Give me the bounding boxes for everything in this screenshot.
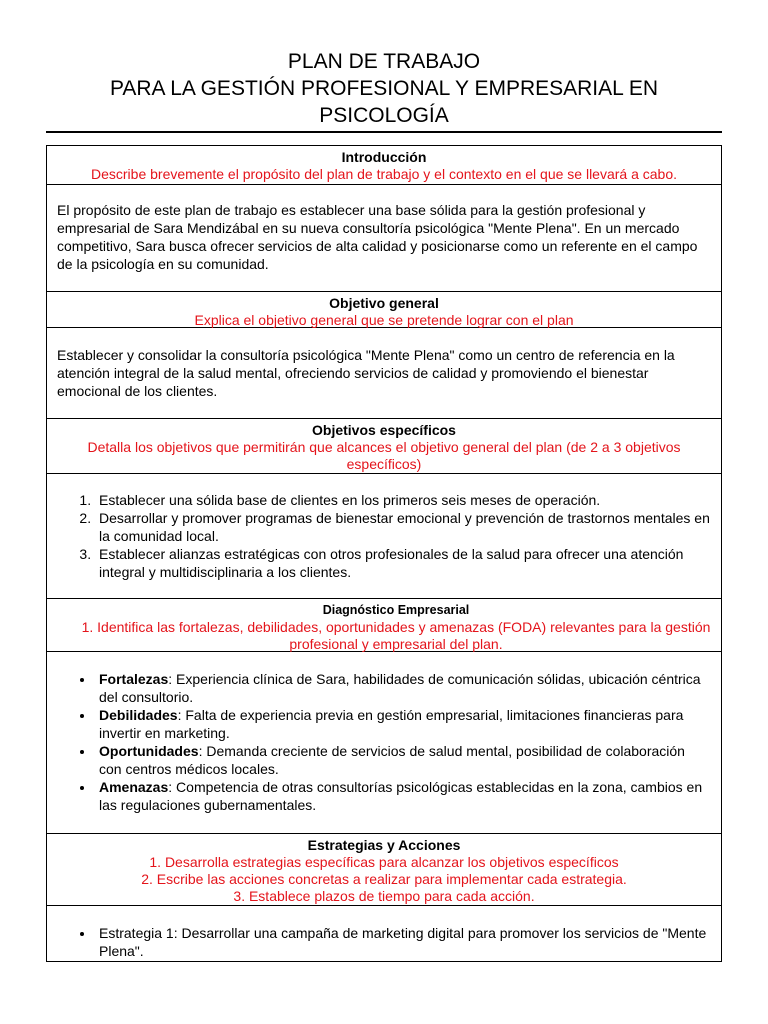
intro-text: El propósito de este plan de trabajo es establecer una base sólida para la gestión profesional y empresarial de Sara Mendizábal en su nueva consultoría psicológica "Mente Plena". En un mercado competitivo, Sara busca ofrecer servicios de alta calidad y posicionarse como un referente en el campo de la psicología en su comunidad. — [57, 202, 698, 272]
strategies-list — [57, 924, 711, 960]
specific-objectives-list — [57, 491, 711, 581]
strategies-body — [47, 906, 721, 961]
intro-instruction: Describe brevemente el propósito del plan de trabajo y el contexto en el que se llevará a cabo. — [90, 166, 678, 182]
specific-title: Objetivos específicos — [312, 422, 456, 438]
list-item: 3. Establecer alianzas estratégicas con otros profesionales de la salud para ofrecer una atención integral y multidisciplinaria a los clientes. — [95, 545, 711, 581]
list-item: 2. Desarrollar y promover programas de bienestar emocional y prevención de trastornos mentales en la comunidad local. — [95, 509, 711, 545]
intro-title: Introducción — [341, 149, 427, 165]
diagnosis-header — [47, 599, 721, 652]
specific-header — [47, 419, 721, 474]
specific-instruction: Detalla los objetivos que permitirán que alcances el objetivo general del plan (de 2 a 3 objetivos específicos) — [87, 439, 681, 472]
intro-header — [47, 146, 721, 185]
diagnosis-instruction-row — [77, 619, 715, 653]
general-text: Establecer y consolidar la consultoría psicológica "Mente Plena" como un centro de referencia en la atención integral de la salud mental, ofreciendo servicios de calidad y promoviendo el bienestar emocional de los clientes. — [57, 347, 675, 399]
title-line-2: PARA LA GESTIÓN PROFESIONAL Y EMPRESARIAL EN — [109, 77, 659, 100]
list-item: 2. Escribe las acciones concretas a realizar para implementar cada estrategia. — [141, 871, 627, 887]
foda-list — [57, 670, 711, 814]
diagnosis-title: Diagnóstico Empresarial — [322, 603, 470, 617]
general-body — [47, 328, 721, 419]
plan-table — [46, 145, 722, 962]
page-title — [0, 48, 768, 129]
intro-body — [47, 185, 721, 292]
list-item: 1. Desarrolla estrategias específicas para alcanzar los objetivos específicos — [149, 854, 619, 870]
diagnosis-body — [47, 652, 721, 834]
title-line-1: PLAN DE TRABAJO — [287, 50, 481, 73]
list-item: 3. Establece plazos de tiempo para cada acción. — [233, 888, 535, 904]
list-item: • Amenazas: Competencia de otras consultorías psicológicas establecidas en la zona, cambios en las regulaciones gubernamentales. — [95, 778, 711, 814]
list-item: • Estrategia 1: Desarrollar una campaña de marketing digital para promover los servicios de "Mente Plena". — [95, 924, 711, 960]
list-item: 1. Establecer una sólida base de clientes en los primeros seis meses de operación. — [95, 491, 711, 509]
strategies-title: Estrategias y Acciones — [307, 837, 461, 853]
list-item: • Fortalezas: Experiencia clínica de Sara, habilidades de comunicación sólidas, ubicación céntrica del consultorio. — [95, 670, 711, 706]
list-item: • Oportunidades: Demanda creciente de servicios de salud mental, posibilidad de colaboración con centros médicos locales. — [95, 742, 711, 778]
general-instruction: Explica el objetivo general que se pretende lograr con el plan — [194, 312, 574, 328]
title-line-3: PSICOLOGÍA — [319, 104, 449, 127]
general-header — [47, 292, 721, 328]
diagnosis-instruction: Identifica las fortalezas, debilidades, oportunidades y amenazas (FODA) relevantes para la gestión profesional y empresarial del plan. — [97, 619, 711, 652]
specific-body — [47, 474, 721, 599]
title-divider — [46, 131, 722, 133]
diagnosis-instruction-number: 1. — [81, 619, 94, 635]
list-item: • Debilidades: Falta de experiencia previa en gestión empresarial, limitaciones financieras para invertir en marketing. — [95, 706, 711, 742]
strategies-header — [47, 834, 721, 906]
general-title: Objetivo general — [329, 295, 439, 311]
strategies-instructions — [53, 854, 715, 905]
